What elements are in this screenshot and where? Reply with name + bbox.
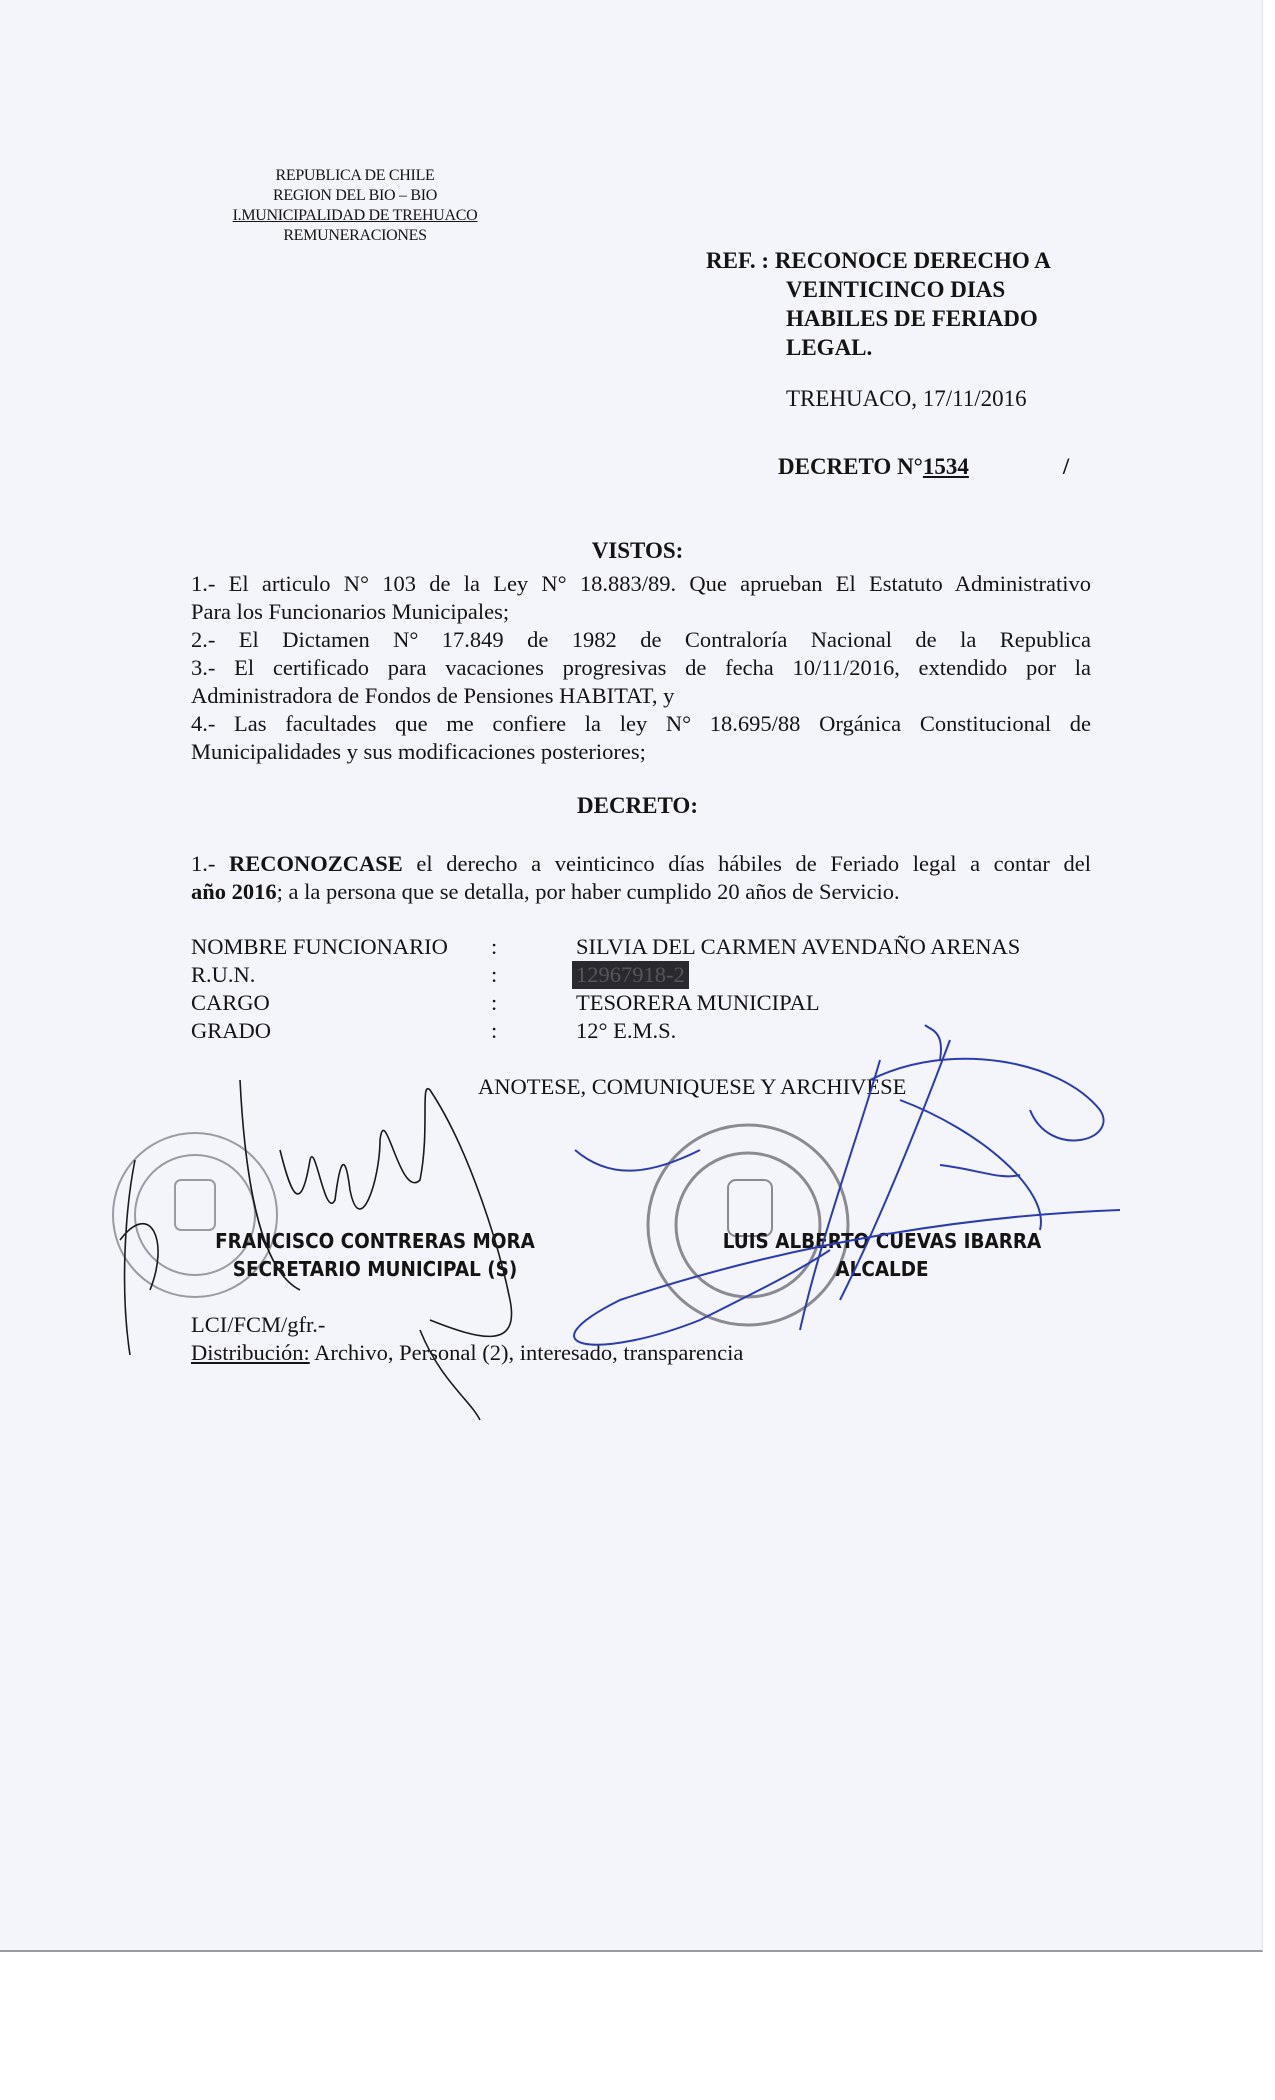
keyword: RECONOZCASE [229,851,403,876]
letterhead-line: REMUNERACIONES [283,227,427,244]
vistos-line: Para los Funcionarios Municipales; [191,599,510,624]
item-number: 1.- [191,851,216,876]
detail-value: SILVIA DEL CARMEN AVENDAÑO ARENAS [576,934,1021,959]
detail-sep: : [491,934,498,959]
right-signature [574,1025,1120,1345]
signatory-title: ALCALDE [835,1257,929,1281]
text: el derecho a veinticinco días hábiles de Feriado legal a contar del [416,851,1091,876]
ref-line: VEINTICINCO DIAS [786,277,1006,302]
detail-value: TESORERA MUNICIPAL [576,990,820,1015]
distribution-value: Archivo, Personal (2), interesado, transparencia [309,1340,744,1365]
vistos-line: 2.- El Dictamen N° 17.849 de 1982 de Contraloría Nacional de la Republica [191,627,1091,652]
detail-sep: : [491,1018,498,1043]
detail-label: NOMBRE FUNCIONARIO [191,934,448,959]
letterhead-line: REGION DEL BIO – BIO [272,187,438,204]
decree-slash: / [1062,454,1070,479]
ref-label: REF. : [706,248,770,273]
detail-label: R.U.N. [191,962,256,987]
vistos-line: Administradora de Fondos de Pensiones HABITAT, y [191,683,675,708]
letterhead-line: REPUBLICA DE CHILE [275,167,435,184]
detail-sep: : [491,990,498,1015]
detail-label: GRADO [191,1018,272,1043]
decree-num: 1534 [922,454,969,479]
distribution-label: Distribución: [191,1340,310,1365]
decree-label: DECRETO N° [778,454,923,479]
ref-line: HABILES DE FERIADO [786,306,1038,331]
initials: LCI/FCM/gfr.- [191,1312,326,1337]
letterhead-line: I.MUNICIPALIDAD DE TREHUACO [232,207,478,224]
ref-line: RECONOCE DERECHO A [774,248,1051,273]
signatory-title: SECRETARIO MUNICIPAL (S) [232,1257,518,1281]
vistos-line: Municipalidades y sus modificaciones posteriores; [191,739,646,764]
vistos-line: 3.- El certificado para vacaciones progresivas de fecha 10/11/2016, extendido por la [191,655,1091,680]
closing-formula: ANOTESE, COMUNIQUESE Y ARCHIVESE [478,1074,907,1099]
left-signature [120,1080,512,1420]
vistos-line: 4.- Las facultades que me confiere la ley N° 18.695/88 Orgánica Constitucional de [191,711,1091,736]
signatory-name: FRANCISCO CONTRERAS MORA [215,1229,535,1253]
vistos-title: VISTOS: [591,538,684,563]
keyword: año 2016 [191,879,277,904]
detail-value-redacted: 12967918-2 [572,961,689,989]
detail-sep: : [491,962,498,987]
detail-label: CARGO [191,990,270,1015]
text: ; a la persona que se detalla, por haber cumplido 20 años de Servicio. [276,879,900,904]
ref-line: LEGAL. [786,335,873,360]
signatory-name: LUIS ALBERTO CUEVAS IBARRA [722,1229,1042,1253]
decreto-title: DECRETO: [577,793,698,818]
vistos-line: 1.- El articulo N° 103 de la Ley N° 18.883/89. Que aprueban El Estatuto Administrativo [191,571,1091,596]
detail-value: 12° E.M.S. [576,1018,677,1043]
place-date: TREHUACO, 17/11/2016 [786,386,1027,411]
